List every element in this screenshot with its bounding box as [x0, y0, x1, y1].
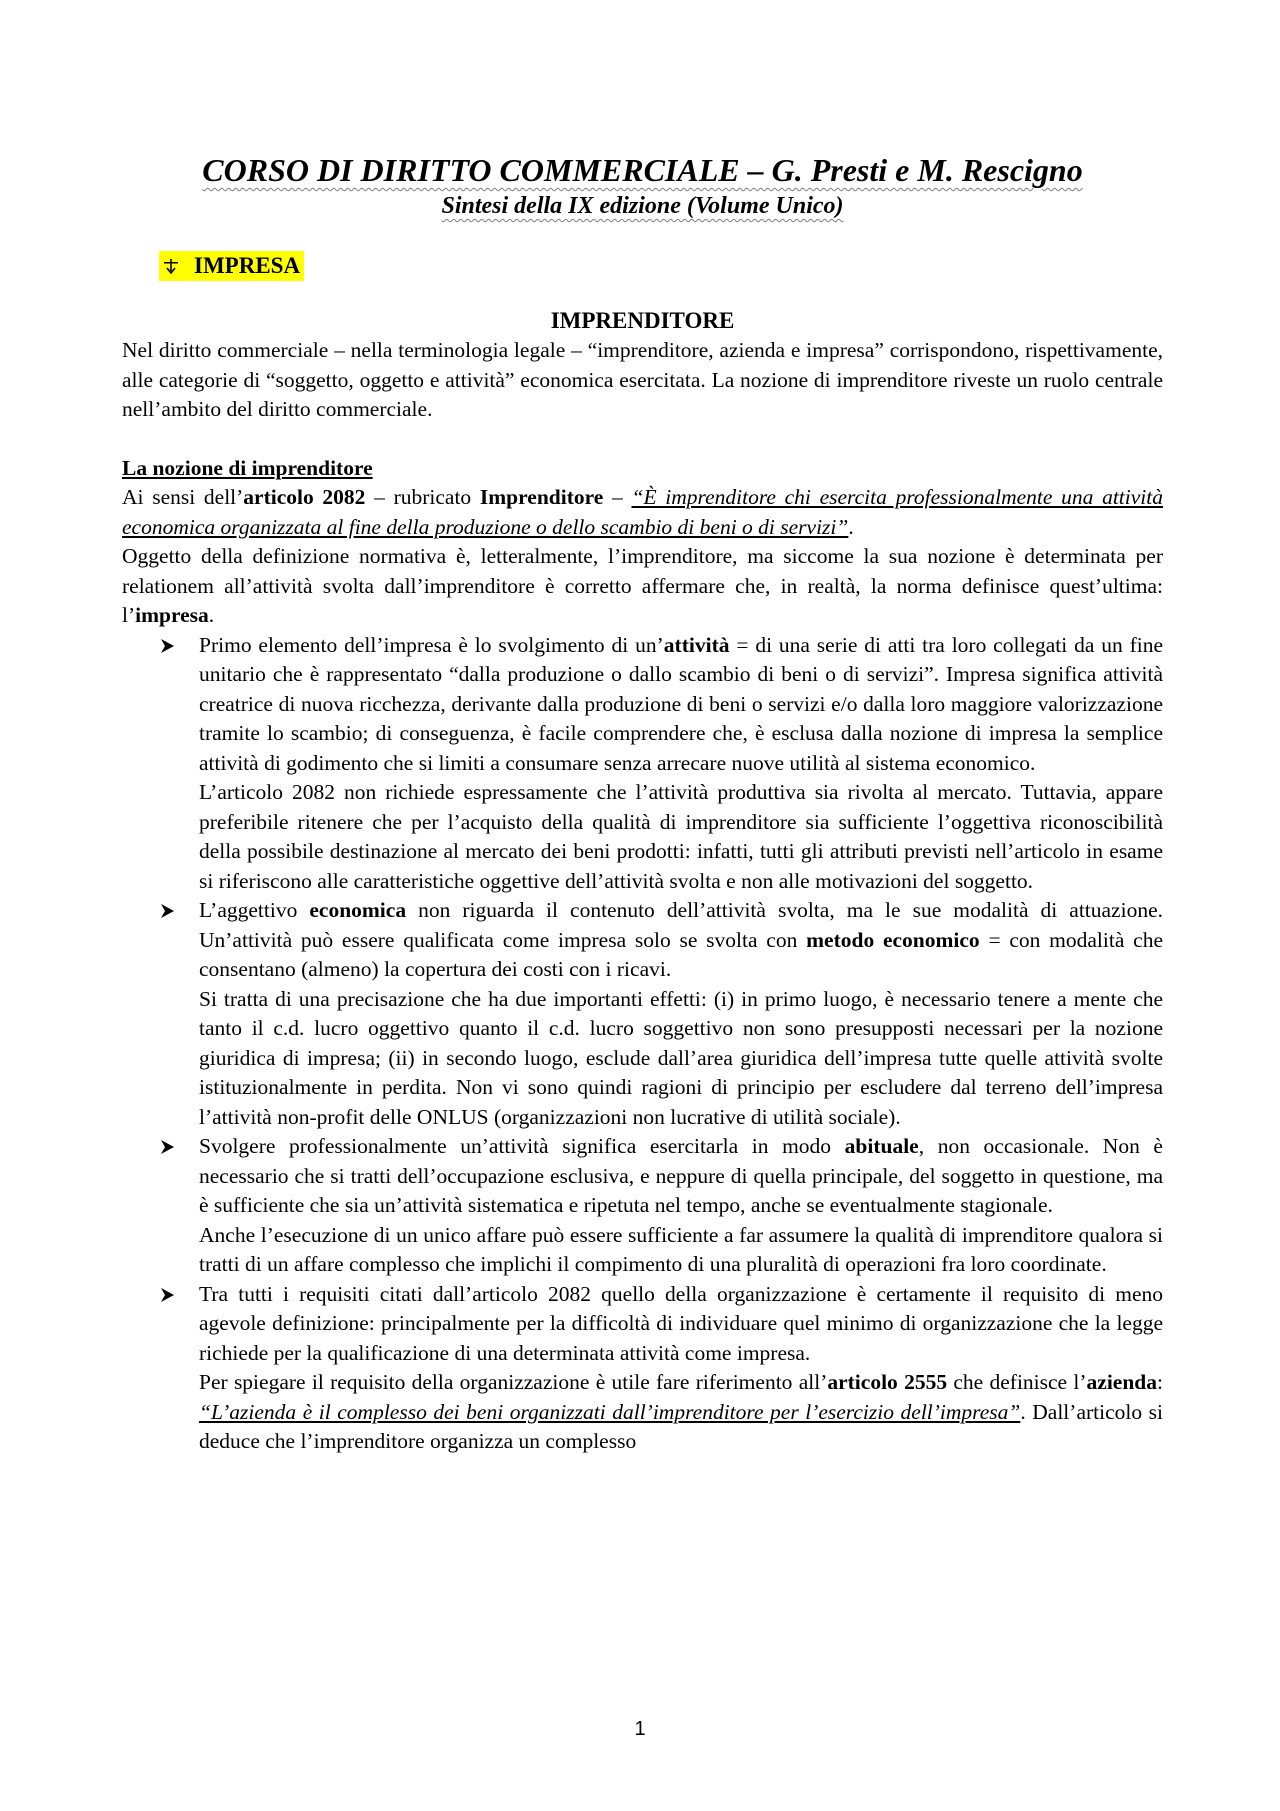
list-item — [122, 896, 1163, 1132]
text-run: . Dall’articolo si deduce che l’imprenditore organizza un complesso — [199, 1399, 1163, 1453]
list-item-paragraph: L’articolo 2082 non richiede espressamente che l’attività produttiva sia rivolta al mercato. Tuttavia, appare preferibile ritenere che per l’acquisto della qualità di imprenditore sia sufficiente l’oggettiva riconoscibilità della possibile destinazione al mercato dei beni prodotti: infatti, tutti gli attributi previsti nell’articolo in esame si riferiscono alle caratteristiche oggettive dell’attività svolta e non alle motivazioni del soggetto. — [199, 780, 1163, 893]
bold-term: metodo economico — [806, 927, 980, 952]
list-item — [122, 631, 1163, 897]
document-title: CORSO DI DIRITTO COMMERCIALE – G. Presti e M. Rescigno — [202, 152, 1083, 188]
down-arrow-bullet-icon — [162, 256, 180, 276]
requirements-list — [122, 631, 1163, 1457]
page-number: 1 — [634, 1718, 646, 1740]
bold-term: economica — [309, 898, 407, 922]
list-item-paragraph — [199, 1132, 1163, 1221]
highlighted-heading — [159, 251, 304, 281]
text-run: – — [603, 485, 632, 509]
chapter-title: IMPRENDITORE — [550, 308, 735, 333]
text-run: Per spiegare il requisito della organizzazione è utile fare riferimento all’ — [199, 1370, 828, 1394]
text-run: = di una serie di atti tra loro collegati da un fine unitario che è rappresentato “dalla produzione o dallo scambio di beni o di servizi”. Impresa significa attività creatrice di nuova ricchezza, derivante dalla produzione di beni o servizi e/o dalla loro maggiore valorizzazione tramite lo scambio; di conseguenza, è facile comprendere che, è esclusa dalla nozione di impresa la semplice attività di godimento che si limiti a consumare senza arrecare nuove utilità al sistema economico. — [199, 632, 1163, 775]
list-item-paragraph: Si tratta di una precisazione che ha due importanti effetti: (i) in primo luogo, è necessario tenere a mente che tanto il c.d. lucro oggettivo quanto il c.d. lucro soggettivo non sono presupposti necessari per la nozione giuridica di impresa; (ii) in secondo luogo, esclude dall’area giuridica dell’impresa tutte quelle attività svolte istituzionalmente in perdita. Non vi sono quindi ragioni di principio per escludere dal terreno dell’impresa l’attività non-profit delle ONLUS (organizzazioni non lucrative di utilità sociale). — [199, 986, 1163, 1129]
list-item-paragraph: Tra tutti i requisiti citati dall’articolo 2082 quello della organizzazione è certamente il requisito di meno agevole definizione: principalmente per la difficoltà di individuare quel minimo di organizzazione che la legge richiede per la qualificazione di una determinata attività come impresa. — [199, 1281, 1163, 1365]
arrowhead-bullet-icon — [159, 1139, 175, 1155]
document-body — [122, 150, 1163, 1457]
section-heading-label: IMPRESA — [194, 253, 301, 278]
section-heading — [159, 248, 1163, 284]
list-item — [122, 1280, 1163, 1457]
text-run: che definisce l’ — [947, 1370, 1087, 1394]
text-run: : — [1157, 1370, 1163, 1394]
text-run: . — [208, 603, 215, 627]
bold-term: attività — [663, 632, 730, 657]
arrowhead-bullet-icon — [159, 1287, 175, 1303]
intro-paragraph: Nel diritto commerciale – nella terminologia legale – “imprenditore, azienda e impresa” corrispondono, rispettivamente, alle categorie di “soggetto, oggetto e attività” economica esercitata. La nozione di imprenditore riveste un ruolo centrale nell’ambito del diritto commerciale. — [122, 338, 1163, 421]
text-run: Primo elemento dell’impresa è lo svolgimento di un’ — [199, 632, 664, 657]
oggetto-paragraph — [122, 542, 1163, 631]
document-subtitle: Sintesi della IX edizione (Volume Unico) — [441, 193, 844, 219]
text-run: Oggetto della definizione normativa è, letteralmente, l’imprenditore, ma siccome la sua nozione è determinata per relationem all’attività svolta dall’imprenditore è corretto affermare che, in realtà, la norma definisce quest’ultima: l’ — [122, 544, 1163, 627]
text-run: L’aggettivo — [199, 898, 310, 922]
list-item-paragraph — [199, 1368, 1163, 1457]
text-run: – rubricato — [365, 485, 480, 509]
bold-term: impresa — [135, 603, 209, 627]
article-2082-paragraph — [122, 483, 1163, 542]
text-run: . — [848, 514, 854, 539]
arrowhead-bullet-icon — [159, 903, 175, 919]
bold-term: Imprenditore — [479, 485, 604, 509]
bold-term: azienda — [1086, 1370, 1158, 1394]
text-run: non riguarda il contenuto dell’attività svolta, ma le sue modalità di attuazione. Un’attività può essere qualificata come impresa solo se svolta con — [199, 898, 1163, 952]
list-item-paragraph — [199, 631, 1163, 779]
bold-term: articolo 2082 — [243, 485, 366, 509]
text-run: Ai sensi dell’ — [122, 485, 244, 509]
text-run: = con modalità che consentano (almeno) la copertura dei costi con i ricavi. — [199, 927, 1164, 981]
bold-term: articolo 2555 — [827, 1370, 948, 1394]
text-run: Svolgere professionalmente un’attività significa esercitarla in modo — [199, 1134, 845, 1158]
text-run: , non occasionale. Non è necessario che si tratti dell’occupazione esclusiva, e neppure di quella principale, del soggetto in questione, ma è sufficiente che sia un’attività sistematica e ripetuta nel tempo, anche se eventualmente stagionale. — [199, 1134, 1163, 1217]
legal-quote: “È imprenditore chi esercita professionalmente una attività economica organizzata al fine della produzione o dello scambio di beni o di servizi” — [122, 485, 1163, 539]
subsection-title: La nozione di imprenditore — [122, 455, 373, 480]
list-item — [122, 1132, 1163, 1280]
bold-term: abituale — [844, 1134, 919, 1158]
legal-quote: “L’azienda è il complesso dei beni organizzati dall’imprenditore per l’esercizio dell’impresa” — [199, 1399, 1021, 1424]
list-item-paragraph — [199, 896, 1163, 985]
arrowhead-bullet-icon — [159, 638, 175, 654]
list-item-paragraph: Anche l’esecuzione di un unico affare può essere sufficiente a far assumere la qualità di imprenditore qualora si tratti di un affare complesso che implichi il compimento di una pluralità di operazioni fra loro coordinate. — [199, 1222, 1163, 1276]
